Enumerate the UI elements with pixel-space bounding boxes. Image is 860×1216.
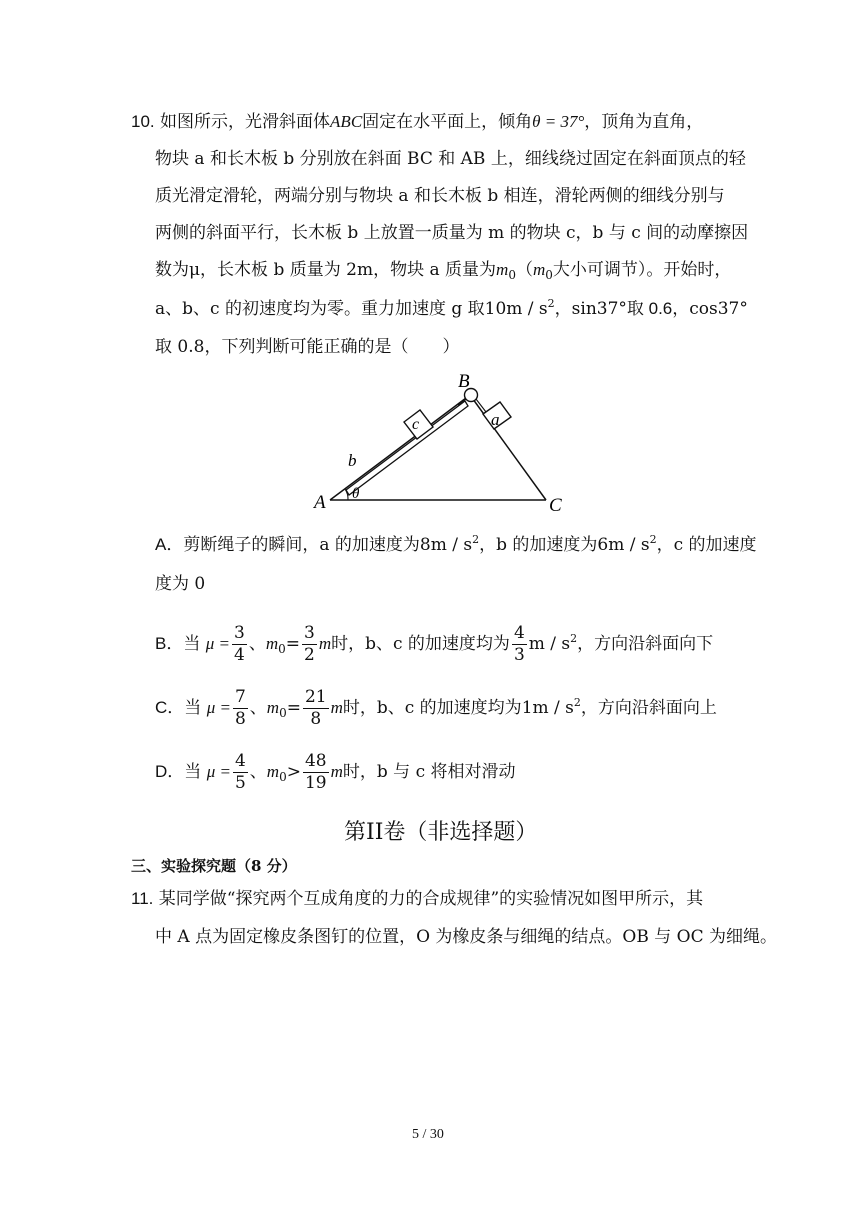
q11-line1: 11. 某同学做“探究两个互成角度的力的合成规律”的实验情况如图甲所示，其 xyxy=(131,889,704,909)
incline-bc xyxy=(470,395,546,500)
fraction: $\frac{4}{3}$ xyxy=(513,623,525,665)
label-A: A xyxy=(314,492,326,513)
label-B: B xyxy=(458,371,470,392)
fraction: $\frac{48}{19}$ xyxy=(304,751,327,793)
label-c: c xyxy=(412,416,420,433)
q10-line5: 数为μ，长木板 b 质量为 2m，物块 a 质量为$m_0(m_0$大小可调节）。开始时， xyxy=(155,260,732,282)
fraction: $\frac{7}{8}$ xyxy=(234,687,246,729)
q11-line2: 中 A 点为固定橡皮条图钉的位置，O 为橡皮条与细绳的结点。OB 与 OC 为细绳。 xyxy=(155,927,778,947)
incline-ab xyxy=(330,395,470,500)
option-c: C．当 μ = $\frac{7}{8}$ 、$m_0=$ $\frac{21}{8}$ m时，b、c 的加速度均为$1m / s^2$，方向沿斜面向上 xyxy=(155,687,717,729)
label-theta: θ xyxy=(352,486,360,502)
option-b: B．当 μ = $\frac{3}{4}$ 、$m_0=$ $\frac{3}{2}$ m时，b、c 的加速度均为 $\frac{4}{3}$ m / $s^2$，方向沿斜面向下 xyxy=(155,623,714,665)
fraction: $\frac{3}{2}$ xyxy=(304,623,315,665)
q10-line3: 质光滑定滑轮，两端分别与物块 a 和长木板 b 相连，滑轮两侧的细线分别与 xyxy=(155,186,725,206)
label-b: b xyxy=(348,451,357,470)
q10-line7: 取 0.8，下列判断可能正确的是（ ） xyxy=(155,337,460,357)
label-a: a xyxy=(491,410,500,429)
option-d: D．当 μ = $\frac{4}{5}$ 、$m_0>$ $\frac{48}{19}$ m时，b 与 c 将相对滑动 xyxy=(155,751,516,793)
label-C: C xyxy=(549,495,562,515)
section-heading: 三、实验探究题（8 分） xyxy=(131,857,297,875)
fraction: $\frac{21}{8}$ xyxy=(304,687,327,729)
q10-line2: 物块 a 和长木板 b 分别放在斜面 BC 和 AB 上，细线绕过固定在斜面顶点的轻 xyxy=(155,149,746,169)
q11-number: 11. xyxy=(131,889,154,908)
q10-line1: 10. 如图所示，光滑斜面体ABC固定在水平面上，倾角θ = 37°，顶角为直角， xyxy=(131,112,704,132)
q10-number: 10. xyxy=(131,112,155,131)
option-a-cont: 度为 0 xyxy=(155,574,206,594)
q10-line4: 两侧的斜面平行，长木板 b 上放置一质量为 m 的物块 c，b 与 c 间的动摩擦因 xyxy=(155,223,749,243)
theta-equation: θ = 37° xyxy=(532,112,585,131)
option-a: A．剪断绳子的瞬间，a 的加速度为$8m / s^2$，b 的加速度为$6m / s^2$，c 的加速度 xyxy=(155,533,757,555)
part2-heading: 第II卷（非选择题） xyxy=(344,820,538,845)
board-b xyxy=(346,401,468,495)
fraction: $\frac{4}{5}$ xyxy=(234,751,246,793)
q10-line6: a、b、c 的初速度均为零。重力加速度 g 取$10m / s^2$，sin37°取 0.6，cos37° xyxy=(155,297,748,319)
fraction: $\frac{3}{4}$ xyxy=(234,623,245,665)
page-number: 5 / 30 xyxy=(412,1127,444,1142)
incline-figure xyxy=(310,370,580,515)
